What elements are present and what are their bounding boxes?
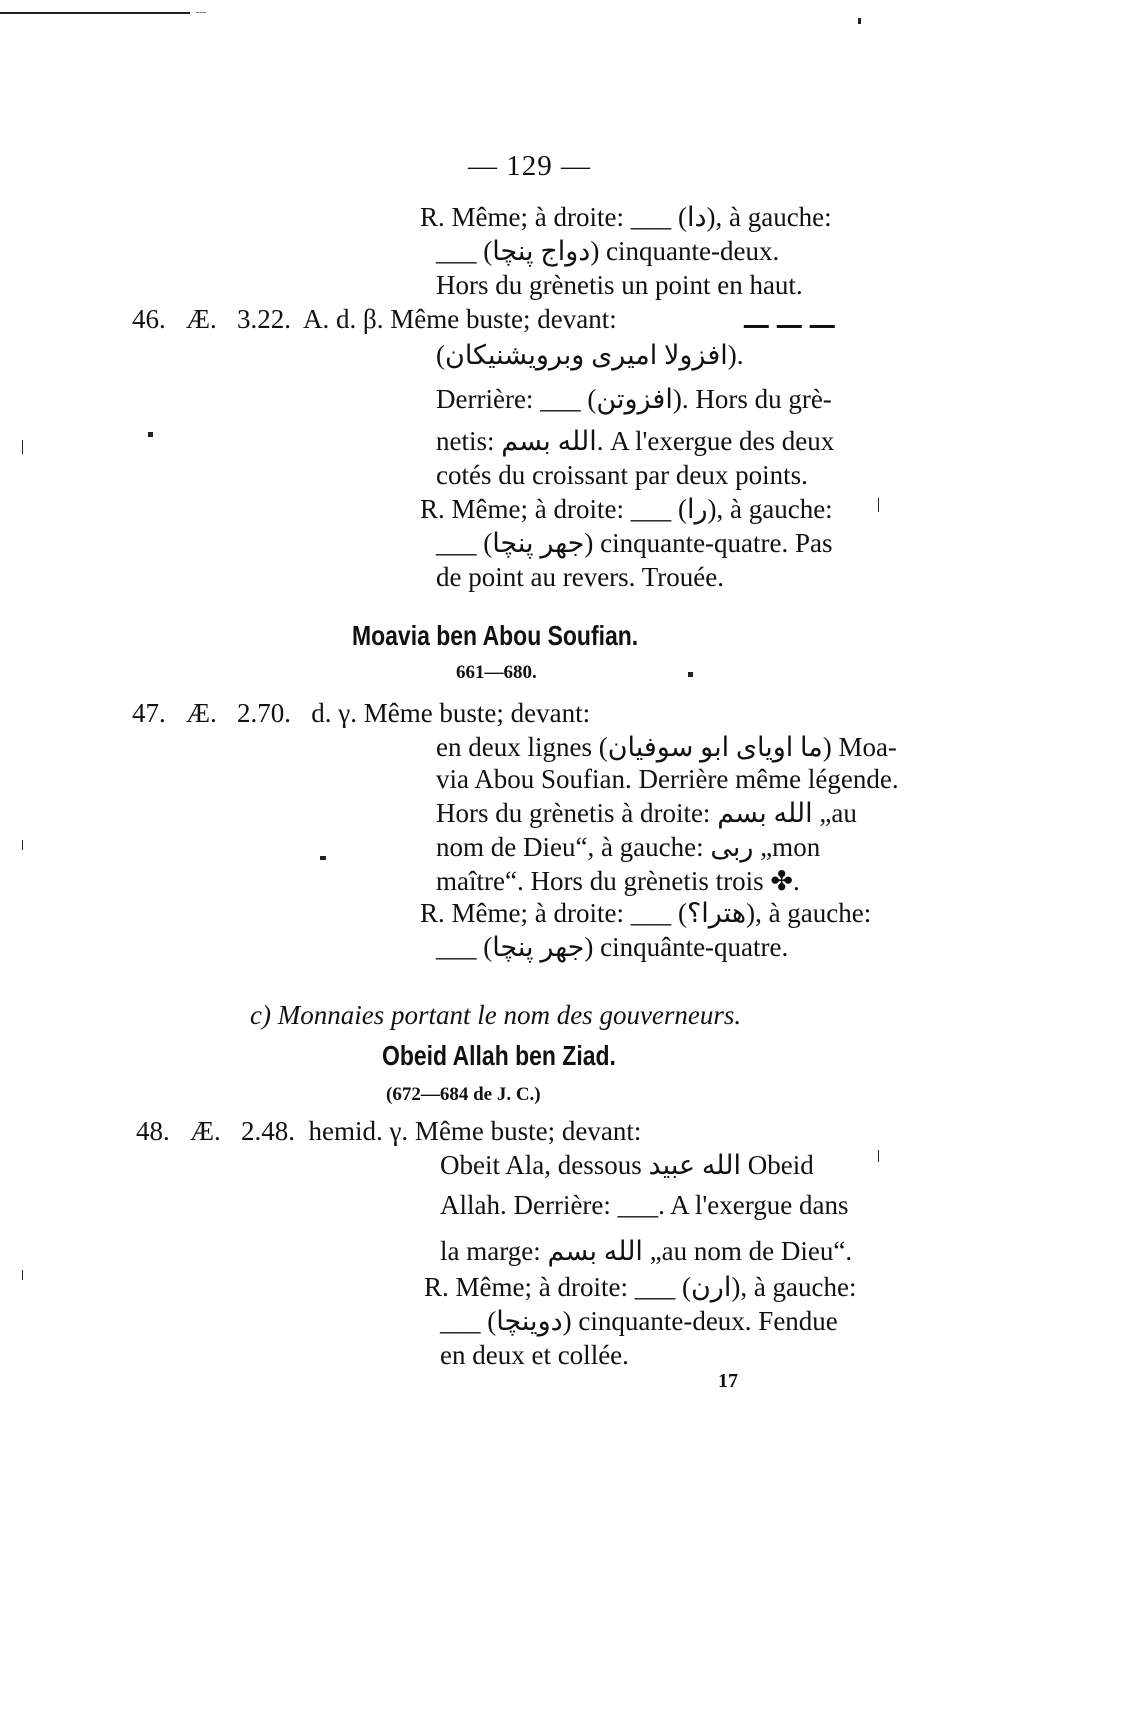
scan-speck [22, 440, 23, 454]
top-rule [0, 12, 190, 14]
moavia-dates: 661—680. [456, 662, 537, 683]
entry46-header-rest: A. d. β. Même buste; devant: [303, 304, 617, 334]
moavia-heading: Moavia ben Abou Soufian. [352, 620, 639, 651]
page-number: — 129 — [468, 150, 591, 182]
entry48-header [136, 1118, 641, 1145]
scan-speck [320, 856, 326, 860]
entry48-line-6: en deux et collée. [440, 1340, 629, 1370]
entry47-line-3: Hors du grènetis à droite: الله بسم „au [436, 798, 857, 828]
entry48-line-3: la marge: الله بسم „au nom de Dieu“. [440, 1236, 853, 1266]
scan-speck [878, 1150, 879, 1162]
entry47-line-7: ___ (جهر پنچا) cinquânte-quatre. [436, 932, 789, 962]
entry46-line-4: cotés du croissant par deux points. [436, 460, 808, 490]
scan-speck [148, 432, 153, 437]
entry47-weight: 2.70. [237, 698, 292, 728]
signature-mark: 17 [718, 1370, 738, 1392]
entry46-line-2: Derrière: ___ (افزوتن). Hors du grè- [436, 384, 832, 414]
entry45-line-2: ___ (دواج پنچا) cinquante-deux. [436, 236, 780, 266]
entry45-line-1: R. Même; à droite: ___ (دا), à gauche: [420, 202, 832, 232]
entry46-line-3: netis: الله بسم. A l'exergue des deux [436, 426, 835, 456]
entry45-line-3: Hors du grènetis un point en haut. [436, 270, 803, 300]
scan-speck [858, 18, 861, 24]
top-rule-dash [196, 12, 206, 13]
section-title: c) Monnaies portant le nom des gouverneurs. [250, 1000, 742, 1030]
entry46-weight: 3.22. [237, 304, 292, 334]
entry46-line-1: (افزولا اميرى وبرويشنيكان). [436, 340, 744, 370]
entry48-line-1: Obeit Ala, dessous الله عبيد Obeid [440, 1150, 814, 1180]
entry46-line-6: ___ (جهر پنچا) cinquante-quatre. Pas [436, 528, 833, 558]
entry46-pahlavi-1: ـــ ـــ ـــ [744, 306, 835, 334]
entry47-header-rest: d. γ. Même buste; devant: [311, 698, 591, 728]
entry46-number: 46. [132, 304, 166, 334]
entry48-weight: 2.48. [241, 1116, 296, 1146]
entry48-line-5: ___ (دوينچا) cinquante-deux. Fendue [440, 1306, 838, 1336]
entry47-line-4: nom de Dieu“, à gauche: ربى „mon [436, 832, 821, 862]
scan-speck [878, 498, 879, 512]
obeid-heading: Obeid Allah ben Ziad. [382, 1040, 616, 1071]
entry47-number: 47. [132, 698, 166, 728]
obeid-dates: (672—684 de J. C.) [386, 1084, 541, 1105]
entry48-number: 48. [136, 1116, 170, 1146]
scan-speck [22, 1270, 23, 1280]
entry46-line-7: de point au revers. Trouée. [436, 562, 724, 592]
scan-speck [22, 840, 23, 850]
entry48-line-2: Allah. Derrière: ___. A l'exergue dans [440, 1190, 849, 1220]
entry46-metal: Æ. [186, 304, 217, 334]
entry47-line-6: R. Même; à droite: ___ (هترا؟), à gauche: [420, 898, 872, 928]
entry47-line-2: via Abou Soufian. Derrière même légende. [436, 764, 899, 794]
entry47-metal: Æ. [186, 698, 217, 728]
scan-speck [688, 672, 693, 677]
entry48-metal: Æ. [190, 1116, 221, 1146]
entry47-line-5: maître“. Hors du grènetis trois ✤. [436, 866, 800, 896]
entry47-line-1: en deux lignes (ما اوياى ابو سوفيان) Moa- [436, 732, 897, 762]
entry46-line-5: R. Même; à droite: ___ (را), à gauche: [420, 494, 833, 524]
entry47-header [132, 700, 590, 727]
entry48-line-4: R. Même; à droite: ___ (ارن), à gauche: [424, 1272, 857, 1302]
entry48-header-rest: hemid. γ. Même buste; devant: [308, 1116, 642, 1146]
entry46-header [132, 306, 617, 333]
